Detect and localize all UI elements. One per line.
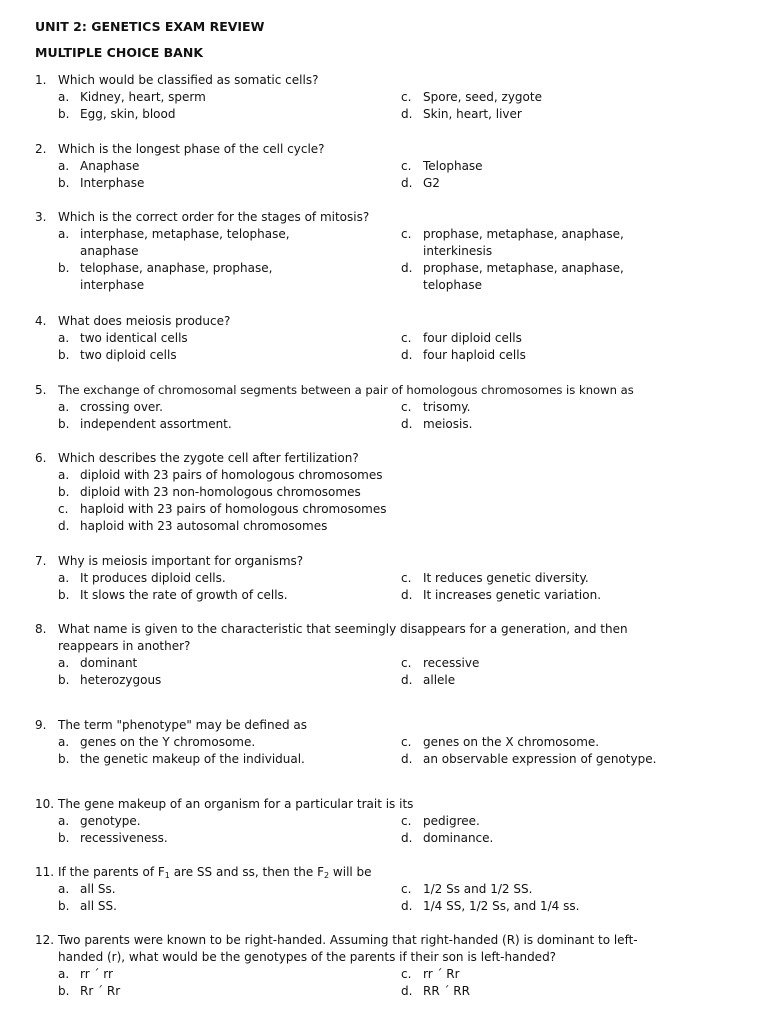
question-stem bbox=[35, 553, 735, 570]
question-12 bbox=[35, 932, 735, 998]
option-letter: d. bbox=[401, 831, 413, 845]
option-letter: c. bbox=[401, 882, 412, 896]
option-letter: b. bbox=[58, 752, 70, 766]
option-letter: d. bbox=[401, 417, 413, 431]
question-text bbox=[58, 865, 372, 879]
question-text: The gene makeup of an organism for a particular trait is its bbox=[58, 797, 414, 811]
option-text: heterozygous bbox=[80, 673, 162, 687]
question-stem bbox=[35, 141, 735, 158]
question-number: 8. bbox=[35, 622, 47, 636]
option-text: G2 bbox=[423, 176, 440, 190]
option-letter: b. bbox=[58, 984, 70, 998]
option-text: two identical cells bbox=[80, 331, 188, 345]
option-text: four diploid cells bbox=[423, 331, 522, 345]
question-number: 6. bbox=[35, 451, 47, 465]
question-10 bbox=[35, 796, 735, 845]
option-letter: a. bbox=[58, 468, 70, 482]
option-letter: c. bbox=[401, 331, 412, 345]
option-letter: d. bbox=[401, 899, 413, 913]
option-text: meiosis. bbox=[423, 417, 473, 431]
option-letter: c. bbox=[401, 814, 412, 828]
subscript-2: 2 bbox=[324, 871, 330, 880]
option-text: recessiveness. bbox=[80, 831, 168, 845]
option-letter: c. bbox=[401, 90, 412, 104]
question-1 bbox=[35, 72, 735, 121]
question-text: Why is meiosis important for organisms? bbox=[58, 554, 304, 568]
option-letter: d. bbox=[401, 588, 413, 602]
option-text: genes on the X chromosome. bbox=[423, 735, 600, 749]
option-letter: c. bbox=[401, 159, 412, 173]
question-7 bbox=[35, 553, 735, 602]
option-text: dominance. bbox=[423, 831, 494, 845]
option-letter: a. bbox=[58, 735, 70, 749]
question-stem bbox=[35, 313, 735, 330]
option-text: four haploid cells bbox=[423, 348, 526, 362]
question-stem bbox=[35, 864, 735, 881]
question-text-part: will be bbox=[329, 865, 372, 879]
option-text: prophase, metaphase, anaphase, telophase bbox=[423, 261, 624, 292]
option-letter: a. bbox=[58, 814, 70, 828]
option-text: independent assortment. bbox=[80, 417, 232, 431]
option-letter: a. bbox=[58, 331, 70, 345]
question-stem bbox=[35, 382, 735, 399]
question-number: 9. bbox=[35, 718, 47, 732]
option-letter: a. bbox=[58, 571, 70, 585]
option-letter: b. bbox=[58, 176, 70, 190]
question-text: The term "phenotype" may be defined as bbox=[58, 718, 308, 732]
option-text: two diploid cells bbox=[80, 348, 177, 362]
question-stem bbox=[35, 450, 735, 467]
option-text: 1/4 SS, 1/2 Ss, and 1/4 ss. bbox=[423, 899, 580, 913]
option-text: haploid with 23 pairs of homologous chromosomes bbox=[80, 502, 387, 516]
option-text: dominant bbox=[80, 656, 138, 670]
option-text: diploid with 23 non-homologous chromosomes bbox=[80, 485, 361, 499]
option-letter: a. bbox=[58, 882, 70, 896]
question-number: 10. bbox=[35, 797, 55, 811]
option-letter: b. bbox=[58, 261, 70, 275]
option-text: crossing over. bbox=[80, 400, 163, 414]
option-letter: b. bbox=[58, 485, 70, 499]
option-text: Interphase bbox=[80, 176, 145, 190]
option-text: interphase, metaphase, telophase, anaphase bbox=[80, 227, 290, 258]
question-3 bbox=[35, 209, 735, 292]
question-text: What name is given to the characteristic that seemingly disappears for a generation, and then reappears in another? bbox=[58, 622, 628, 653]
option-text: Anaphase bbox=[80, 159, 140, 173]
option-text: Spore, seed, zygote bbox=[423, 90, 542, 104]
option-text: Telophase bbox=[423, 159, 483, 173]
option-text: an observable expression of genotype. bbox=[423, 752, 657, 766]
option-text: diploid with 23 pairs of homologous chromosomes bbox=[80, 468, 383, 482]
question-number: 7. bbox=[35, 554, 47, 568]
question-5 bbox=[35, 382, 735, 431]
question-4 bbox=[35, 313, 735, 362]
option-text: It slows the rate of growth of cells. bbox=[80, 588, 288, 602]
option-letter: d. bbox=[401, 752, 413, 766]
option-letter: c. bbox=[58, 502, 69, 516]
option-letter: c. bbox=[401, 735, 412, 749]
page-subtitle: MULTIPLE CHOICE BANK bbox=[35, 45, 204, 60]
question-text-part: are SS and ss, then the F bbox=[169, 865, 325, 879]
question-stem bbox=[35, 209, 735, 226]
option-text: pedigree. bbox=[423, 814, 480, 828]
option-letter: d. bbox=[401, 348, 413, 362]
question-9 bbox=[35, 717, 735, 766]
option-letter: d. bbox=[401, 984, 413, 998]
option-letter: b. bbox=[58, 417, 70, 431]
option-text: prophase, metaphase, anaphase, interkinesis bbox=[423, 227, 624, 258]
option-letter: b. bbox=[58, 673, 70, 687]
option-letter: d. bbox=[401, 261, 413, 275]
option-letter: c. bbox=[401, 400, 412, 414]
question-text: Which is the correct order for the stages of mitosis? bbox=[58, 210, 370, 224]
question-6 bbox=[35, 450, 735, 533]
option-text: Kidney, heart, sperm bbox=[80, 90, 206, 104]
option-text: genes on the Y chromosome. bbox=[80, 735, 256, 749]
option-letter: a. bbox=[58, 400, 70, 414]
subscript-1: 1 bbox=[164, 871, 170, 880]
question-text: The exchange of chromosomal segments between a pair of homologous chromosomes is known as bbox=[58, 383, 634, 397]
option-text: rr ´ rr bbox=[80, 967, 113, 981]
option-letter: c. bbox=[401, 571, 412, 585]
option-text: allele bbox=[423, 673, 456, 687]
option-letter: a. bbox=[58, 656, 70, 670]
option-letter: b. bbox=[58, 588, 70, 602]
question-number: 5. bbox=[35, 383, 47, 397]
question-11 bbox=[35, 864, 735, 913]
option-text: Skin, heart, liver bbox=[423, 107, 522, 121]
option-text: trisomy. bbox=[423, 400, 471, 414]
option-letter: c. bbox=[401, 227, 412, 241]
question-number: 11. bbox=[35, 865, 55, 879]
option-text: Rr ´ Rr bbox=[80, 984, 121, 998]
option-letter: d. bbox=[401, 176, 413, 190]
question-number: 4. bbox=[35, 314, 47, 328]
option-text: haploid with 23 autosomal chromosomes bbox=[80, 519, 328, 533]
question-text: Which is the longest phase of the cell cycle? bbox=[58, 142, 325, 156]
question-2 bbox=[35, 141, 735, 190]
option-letter: b. bbox=[58, 107, 70, 121]
question-stem bbox=[35, 796, 735, 813]
option-text: It increases genetic variation. bbox=[423, 588, 602, 602]
question-8 bbox=[35, 621, 735, 687]
question-number: 12. bbox=[35, 933, 55, 947]
option-letter: d. bbox=[401, 673, 413, 687]
option-letter: b. bbox=[58, 831, 70, 845]
question-stem bbox=[35, 72, 735, 89]
option-letter: c. bbox=[401, 656, 412, 670]
option-letter: b. bbox=[58, 899, 70, 913]
option-letter: d. bbox=[401, 107, 413, 121]
option-text: It produces diploid cells. bbox=[80, 571, 226, 585]
question-number: 3. bbox=[35, 210, 47, 224]
option-letter: b. bbox=[58, 348, 70, 362]
option-text: all SS. bbox=[80, 899, 117, 913]
option-letter: a. bbox=[58, 227, 70, 241]
question-text: Which would be classified as somatic cells? bbox=[58, 73, 319, 87]
option-text: Egg, skin, blood bbox=[80, 107, 176, 121]
option-text: the genetic makeup of the individual. bbox=[80, 752, 305, 766]
question-text: Two parents were known to be right-handed. Assuming that right-handed (R) is dominant to left-handed (r), what would be the genotypes of the parents if their son is left-handed? bbox=[58, 933, 638, 964]
option-text: all Ss. bbox=[80, 882, 116, 896]
question-text: Which describes the zygote cell after fertilization? bbox=[58, 451, 359, 465]
question-stem bbox=[35, 932, 735, 966]
question-stem bbox=[35, 621, 735, 655]
page-title: UNIT 2: GENETICS EXAM REVIEW bbox=[35, 19, 265, 34]
option-letter: a. bbox=[58, 90, 70, 104]
option-letter: a. bbox=[58, 159, 70, 173]
option-text: telophase, anaphase, prophase, interphase bbox=[80, 261, 273, 292]
question-number: 2. bbox=[35, 142, 47, 156]
question-number: 1. bbox=[35, 73, 47, 87]
question-text: What does meiosis produce? bbox=[58, 314, 231, 328]
question-text-part: If the parents of F bbox=[58, 865, 165, 879]
question-stem bbox=[35, 717, 735, 734]
option-text: RR ´ RR bbox=[423, 984, 470, 998]
option-letter: d. bbox=[58, 519, 70, 533]
option-letter: a. bbox=[58, 967, 70, 981]
option-text: recessive bbox=[423, 656, 480, 670]
option-letter: c. bbox=[401, 967, 412, 981]
option-text: It reduces genetic diversity. bbox=[423, 571, 589, 585]
option-text: 1/2 Ss and 1/2 SS. bbox=[423, 882, 533, 896]
option-text: rr ´ Rr bbox=[423, 967, 460, 981]
option-text: genotype. bbox=[80, 814, 141, 828]
